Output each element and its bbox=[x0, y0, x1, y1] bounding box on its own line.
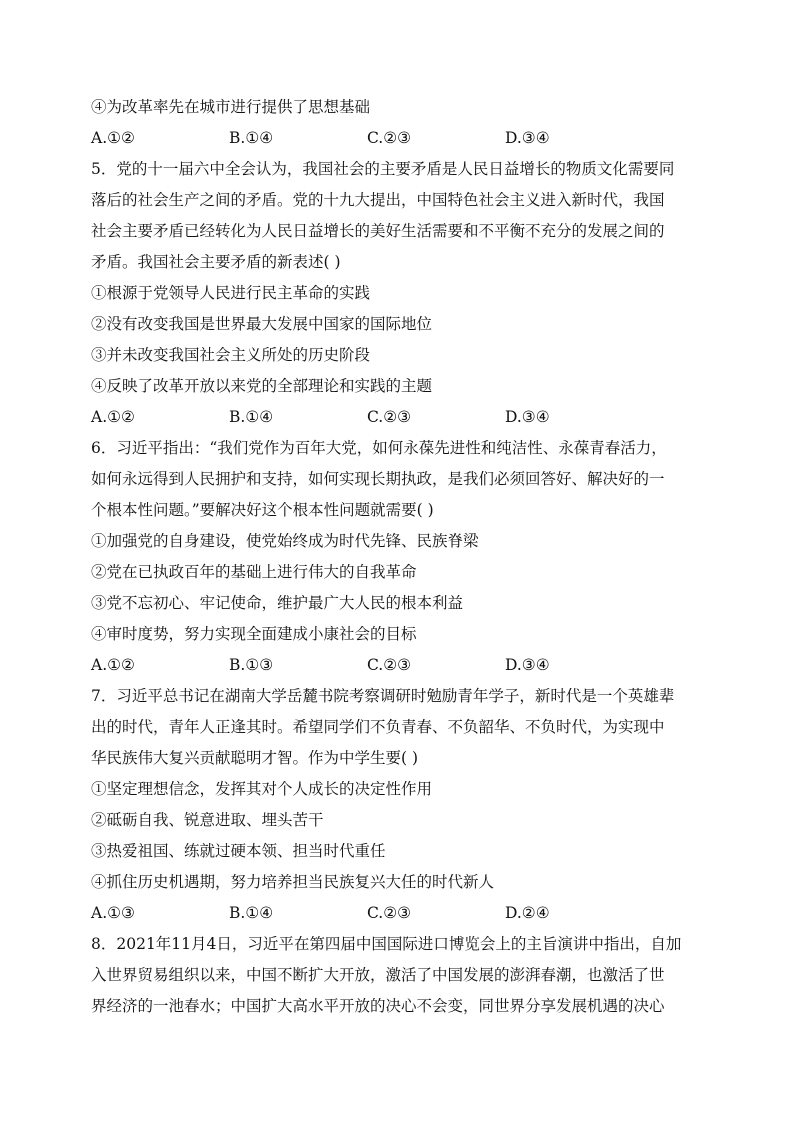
q7-item-4: ④抓住历史机遇期，努力培养担当民族复兴大任的时代新人 bbox=[91, 873, 495, 891]
q7-options bbox=[91, 898, 703, 929]
q7-stem-line-3: 华民族伟大复兴贡献聪明才智。作为中学生要( ) bbox=[91, 749, 419, 767]
q6-option-b: B.①③ bbox=[229, 656, 274, 674]
q6-option-d: D.③④ bbox=[505, 656, 550, 674]
q7-option-b: B.①④ bbox=[229, 904, 274, 922]
q5-item-3: ③并未改变我国社会主义所处的历史阶段 bbox=[91, 346, 371, 364]
q6-item-1: ①加强党的自身建设，使党始终成为时代先锋、民族脊梁 bbox=[91, 532, 479, 550]
q8-stem-line-3: 界经济的一池春水；中国扩大高水平开放的决心不会变，同世界分享发展机遇的决心 bbox=[91, 997, 665, 1015]
q7-stem-line-1: 7．习近平总书记在湖南大学岳麓书院考察调研时勉励青年学子，新时代是一个英雄辈 bbox=[91, 687, 675, 705]
q5-stem-line-4: 矛盾。我国社会主要矛盾的新表述( ) bbox=[91, 253, 341, 271]
q7-item-2: ②砥砺自我、锐意进取、埋头苦干 bbox=[91, 811, 324, 829]
q6-item-4: ④审时度势，努力实现全面建成小康社会的目标 bbox=[91, 625, 417, 643]
page-content bbox=[91, 92, 703, 1022]
q6-item-3: ③党不忘初心、牢记使命，维护最广大人民的根本利益 bbox=[91, 594, 464, 612]
q7-item-3: ③热爱祖国、练就过硬本领、担当时代重任 bbox=[91, 842, 386, 860]
q7-option-d: D.②④ bbox=[505, 904, 550, 922]
q6-item-2: ②党在已执政百年的基础上进行伟大的自我革命 bbox=[91, 563, 417, 581]
q5-options bbox=[91, 402, 703, 433]
q7-option-a: A.①③ bbox=[91, 904, 135, 922]
q7-stem-line-2: 出的时代，青年人正逢其时。希望同学们不负青春、不负韶华、不负时代，为实现中 bbox=[91, 718, 665, 736]
q5-option-d: D.③④ bbox=[505, 408, 550, 426]
q5-stem-line-1: 5．党的十一届六中全会认为，我国社会的主要矛盾是人民日益增长的物质文化需要同 bbox=[91, 160, 675, 178]
q6-option-c: C.②③ bbox=[367, 656, 412, 674]
q4-option-a: A.①② bbox=[91, 129, 135, 147]
q6-stem-line-3: 个根本性问题。”要解决好这个根本性问题就需要( ) bbox=[91, 501, 434, 519]
q6-options bbox=[91, 650, 703, 681]
q5-item-4: ④反映了改革开放以来党的全部理论和实践的主题 bbox=[91, 377, 433, 395]
q8-stem-line-1: 8．2021年11月4日，习近平在第四届中国国际进口博览会上的主旨演讲中指出，自加 bbox=[91, 935, 682, 953]
q6-stem-line-1: 6．习近平指出：“我们党作为百年大党，如何永葆先进性和纯洁性、永葆青春活力， bbox=[91, 439, 667, 457]
q6-option-a: A.①② bbox=[91, 656, 135, 674]
q5-option-b: B.①④ bbox=[229, 408, 274, 426]
q8-stem-line-2: 入世界贸易组织以来，中国不断扩大开放，激活了中国发展的澎湃春潮，也激活了世 bbox=[91, 966, 665, 984]
q5-item-2: ②没有改变我国是世界最大发展中国家的国际地位 bbox=[91, 315, 433, 333]
q4-item-4: ④为改革率先在城市进行提供了思想基础 bbox=[91, 98, 371, 116]
q4-option-b: B.①④ bbox=[229, 129, 274, 147]
q5-option-a: A.①② bbox=[91, 408, 135, 426]
q4-options bbox=[91, 123, 703, 154]
q5-option-c: C.②③ bbox=[367, 408, 412, 426]
q5-item-1: ①根源于党领导人民进行民主革命的实践 bbox=[91, 284, 371, 302]
q7-item-1: ①坚定理想信念，发挥其对个人成长的决定性作用 bbox=[91, 780, 433, 798]
q5-stem-line-2: 落后的社会生产之间的矛盾。党的十九大提出，中国特色社会主义进入新时代，我国 bbox=[91, 191, 665, 209]
q4-option-c: C.②③ bbox=[367, 129, 412, 147]
q6-stem-line-2: 如何永远得到人民拥护和支持，如何实现长期执政，是我们必须回答好、解决好的一 bbox=[91, 470, 665, 488]
q7-option-c: C.②③ bbox=[367, 904, 412, 922]
q5-stem-line-3: 社会主要矛盾已经转化为人民日益增长的美好生活需要和不平衡不充分的发展之间的 bbox=[91, 222, 665, 240]
q4-option-d: D.③④ bbox=[505, 129, 550, 147]
